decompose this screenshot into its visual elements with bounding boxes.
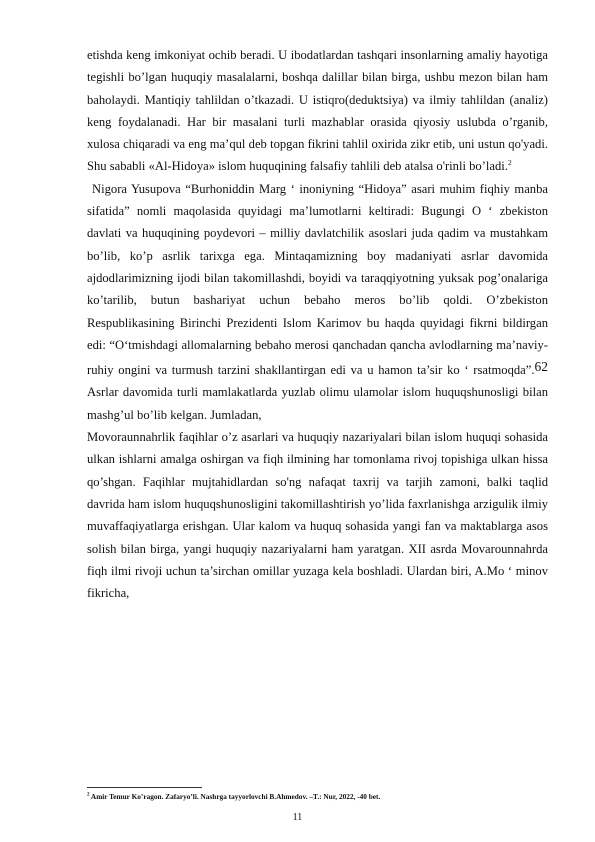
- paragraph-1-text: etishda keng imkoniyat ochib beradi. U ibodatlardan tashqari insonlarning amaliy hayotiga tegishli bo’lgan huquqiy masalalarni, boshqa dalillar bilan birga, ushbu mezon bilan ham baholaydi. Mantiqiy tahlildan o’tkazadi. U istiqro(deduktsiya) va ilmiy tahlildan (analiz) keng foydalanadi. Har bir masalani turli mazhablar orasida qiyosiy uslubda o’rganib, xulosa chiqaradi va eng ma’qul deb topgan fikrini tahlil oxirida zikr etib, uni ustun qo'yadi. Shu sababli «Al-Hidoya» islom huquqining falsafiy tahlili deb atalsa o'rinli bo’ladi.: [87, 48, 548, 174]
- footnote-marker: 2: [87, 792, 90, 798]
- footnote-text: Amir Temur Ko’ragon. Zafaryo’li. Nashrga tayyorlovchi B.Ahmedov. –T.: Nur, 2022, -40 bet.: [89, 792, 381, 801]
- paragraph-1: [87, 44, 548, 178]
- paragraph-2: [87, 178, 548, 426]
- paragraph-3-text: Movoraunnahrlik faqihlar o’z asarlari va huquqiy nazariyalari bilan islom huquqi sohasida ulkan ishlarni amalga oshirgan va fiqh ilmining har tomonlama rivoj topishiga ulkan hissa qo’shgan. Faqihlar mujtahidlardan so'ng nafaqat taxrij va tarjih zamoni, balki taqlid davrida ham islom huquqshunosligini takomillashtirish yo’lida faxrlanishga arzigulik ilmiy muvaffaqiyatlarga erishgan. Ular kalom va huquq sohasida yangi fan va maktablarga asos solish bilan birga, yangi huquqiy nazariyalarni ham yaratgan. XII asrda Movarounnahrda fiqh ilmi rivoji uchun ta’sirchan omillar yuzaga kela boshladi. Ulardan biri, A.Mo ʻ minov fikricha,: [87, 430, 548, 601]
- paragraph-2-text: Nigora Yusupova “Burhoniddin Marg ʻ inoniyning “Hidoya” asari muhim fiqhiy manba sifatida” nomli maqolasida quyidagi ma’lumotlarni keltiradi: Bugungi O ʻ zbekiston davlati va huquqining poydevori – milliy davlatchilik asoslari juda qadim va mustahkam bo’lib, ko’p asrlik tarixga ega. Mintaqamizning boy madaniyati asrlar davomida ajdodlarimizning ijodi bilan takomillashdi, boyidi va taraqqiyotning yuksak pog’onalariga ko’tarilib, butun bashariyat uchun bebaho meros bo’lib qoldi. O’zbekiston Respublikasining Birinchi Prezidenti Islom Karimov bu haqda quyidagi fikrni bildirgan edi: “O‘tmishdagi allomalarning bebaho merosi qanchadan qancha avlodlarning ma’naviy-ruhiy ongini va turmush tarzini shakllantirgan edi va u hamon ta’sir ko ʻ rsatmoqda”.: [87, 181, 548, 378]
- footnote-ref-2[interactable]: 2: [507, 158, 512, 168]
- footnote-separator: [87, 787, 202, 788]
- page-number: 11: [292, 812, 303, 823]
- reference-number-62: 62: [534, 359, 548, 375]
- footnote: [87, 792, 548, 801]
- paragraph-2-text-after: Asrlar davomida turli mamlakatlarda yuzlab olimu ulamolar islom huquqshunosligi bilan mashg’ul bo’lib kelgan. Jumladan,: [87, 385, 548, 422]
- paragraph-3: [87, 426, 548, 604]
- body-text: [87, 44, 548, 604]
